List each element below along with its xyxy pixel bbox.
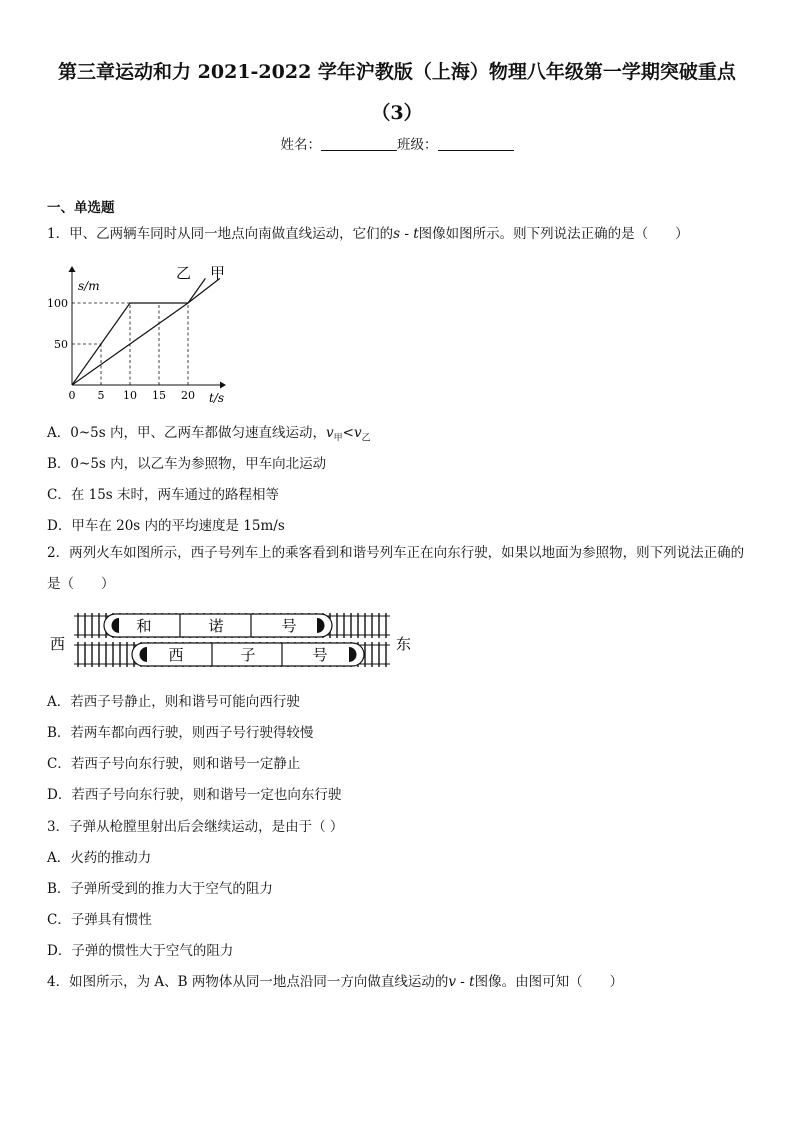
question-1 bbox=[47, 222, 689, 242]
series-line-jia bbox=[72, 278, 220, 385]
q1-option-c[interactable]: C．在 15s 末时，两车通过的路程相等 bbox=[47, 487, 280, 503]
train-hexie bbox=[104, 614, 332, 637]
train-xizi-car-3: 号 bbox=[312, 646, 328, 664]
train-hexie-car-2: 诺 bbox=[208, 617, 224, 635]
question-3: 3．子弹从枪膛里射出后会继续运动，是由于（ ） bbox=[47, 819, 344, 835]
q4-t-symbol: t bbox=[469, 974, 475, 990]
q3-option-d[interactable]: D．子弹的惯性大于空气的阻力 bbox=[47, 943, 234, 959]
y-tick-label: 100 bbox=[47, 297, 68, 310]
q2-option-a[interactable]: A．若西子号静止，则和谐号可能向西行驶 bbox=[47, 694, 300, 710]
q1-s-symbol: s bbox=[393, 226, 401, 242]
q4-text-end: 图像。由图可知（ ） bbox=[474, 974, 624, 990]
section-heading: 一、单选题 bbox=[47, 200, 115, 216]
subscript-yi: 乙 bbox=[361, 433, 371, 444]
v-symbol: v bbox=[353, 425, 362, 441]
q1-option-b[interactable]: B．0~5s 内，以乙车为参照物，甲车向北运动 bbox=[47, 456, 327, 472]
document-title: 第三章运动和力 2021-2022 学年沪教版（上海）物理八年级第一学期突破重点 bbox=[58, 61, 736, 83]
q4-dash: - bbox=[455, 974, 470, 990]
question-4 bbox=[47, 970, 623, 990]
q3-option-a[interactable]: A．火药的推动力 bbox=[47, 850, 152, 866]
question-2: 2．两列火车如图所示，西子号列车上的乘客看到和谐号列车正在向东行驶，如果以地面为参照物，则下列说法正确的是（ ） bbox=[47, 545, 745, 592]
q1-option-a-text: A．0~5s 内，甲、乙两车都做匀速直线运动， bbox=[47, 425, 326, 441]
class-blank[interactable] bbox=[438, 137, 514, 151]
x-tick-label: 15 bbox=[152, 389, 166, 402]
q1-text-start: 1．甲、乙两辆车同时从同一地点向南做直线运动，它们的 bbox=[47, 226, 394, 242]
x-tick-label: 5 bbox=[97, 389, 105, 402]
q1-st-graph bbox=[44, 256, 234, 406]
q2-option-c[interactable]: C．若西子号向东行驶，则和谐号一定静止 bbox=[47, 756, 301, 772]
y-axis-arrow bbox=[69, 266, 76, 272]
y-tick-label: 50 bbox=[54, 338, 68, 351]
x-axis-arrow bbox=[220, 382, 226, 389]
q2-trains-figure bbox=[46, 607, 426, 673]
q4-text-start: 4．如图所示，为 A、B 两物体从同一地点沿同一方向做直线运动的 bbox=[47, 974, 449, 990]
y-axis-label: s/m bbox=[78, 279, 100, 293]
q4-v-symbol: v bbox=[448, 974, 456, 990]
east-label: 东 bbox=[396, 635, 412, 653]
x-axis-label: t/s bbox=[209, 391, 225, 405]
document-title-number: （3） bbox=[371, 102, 423, 124]
subscript-jia: 甲 bbox=[333, 433, 343, 444]
q1-option-a[interactable] bbox=[47, 421, 371, 444]
q3-option-c[interactable]: C．子弹具有惯性 bbox=[47, 912, 152, 928]
class-label: 班级： bbox=[397, 137, 438, 153]
train-hexie-car-3: 号 bbox=[281, 617, 297, 635]
train-hexie-car-1: 和 bbox=[136, 617, 152, 635]
student-info bbox=[0, 133, 794, 153]
train-xizi-car-1: 西 bbox=[168, 646, 184, 664]
name-label: 姓名： bbox=[280, 137, 321, 153]
west-label: 西 bbox=[50, 635, 66, 653]
x-tick-label: 10 bbox=[123, 389, 137, 402]
v-symbol: v bbox=[325, 425, 334, 441]
train-xizi bbox=[132, 643, 364, 666]
name-blank[interactable] bbox=[321, 137, 397, 151]
x-tick-label: 0 bbox=[68, 389, 76, 402]
q3-option-b[interactable]: B．子弹所受到的推力大于空气的阻力 bbox=[47, 881, 273, 897]
x-tick-label: 20 bbox=[181, 389, 195, 402]
q1-text-end: 图像如图所示。则下列说法正确的是（ ） bbox=[418, 226, 689, 242]
q1-option-d[interactable]: D．甲车在 20s 内的平均速度是 15m/s bbox=[47, 518, 285, 534]
series-label-jia: 甲 bbox=[210, 264, 226, 282]
q1-dash: - bbox=[400, 226, 414, 242]
series-line-yi bbox=[72, 278, 205, 385]
train-xizi-car-2: 子 bbox=[240, 646, 256, 664]
series-label-yi: 乙 bbox=[176, 264, 192, 282]
q2-option-d[interactable]: D．若西子号向东行驶，则和谐号一定也向东行驶 bbox=[47, 787, 342, 803]
less-than: < bbox=[342, 425, 354, 441]
q2-option-b[interactable]: B．若两车都向西行驶，则西子号行驶得较慢 bbox=[47, 725, 314, 741]
q1-t-symbol: t bbox=[413, 226, 419, 242]
